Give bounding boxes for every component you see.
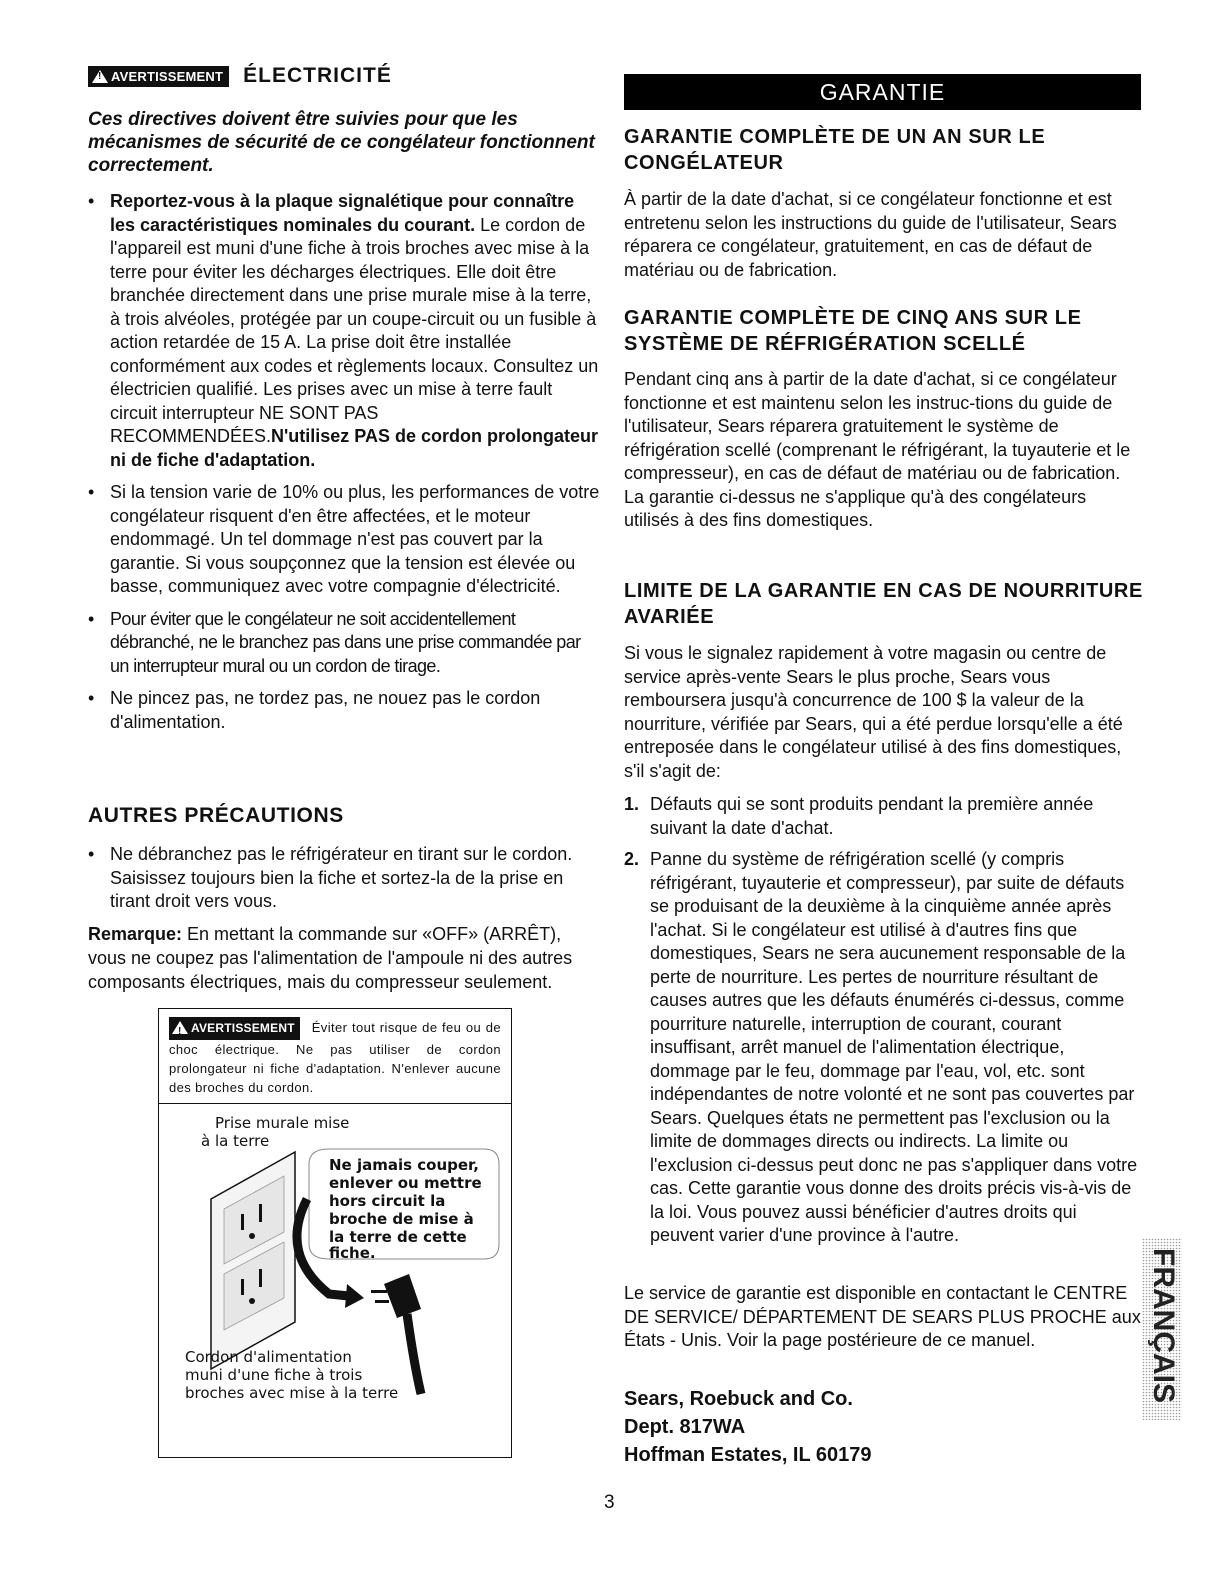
warning-badge-label: AVERTISSEMENT: [111, 68, 224, 84]
warning-box: [158, 1008, 512, 1458]
garantie-heading-1: GARANTIE COMPLÈTE DE UN AN SUR LE CONGÉLATEUR: [624, 126, 1046, 174]
electricite-bullet-list: [88, 190, 603, 743]
list-text: Panne du système de réfrigération scellé (y compris réfrigérant, tuyauterie et compresseur), par suite de défauts se produisant de la deuxième à la cinquième année après l'achat. Si le congélateur est utilisé à d'autres fins que domestiques, Sears ne sera aucunement responsable de la perte de nourriture. Les pertes de nourriture résultant de causes autres que les défauts énumérés ci-dessus, comme pourriture naturelle, interruption de courant, courant insuffisant, arrêt manuel de l'alimentation électrique, dommage par le feu, dommage par l'eau, vol, etc. sont indépendantes de notre volonté et ne sont pas couvertes par Sears. Quelques états ne permettent pas l'exclusion ou la limite de dommages directs ou indirects. La limite ou l'exclusion ci-dessus peut donc ne pas s'appliquer dans votre cas. Cette garantie vous donne des droits précis vis-à-vis de la loi. Vous pouvez aussi bénéficier d'autres droits qui peuvent varier d'une province à l'autre.: [650, 849, 1138, 1245]
cord-label: Cordon d'alimentation muni d'une fiche à trois broches avec mise à la terre: [185, 1348, 399, 1402]
list-number: 1.: [624, 794, 640, 814]
bullet-bold-text: Reportez-vous à la plaque signalétique pour connaître les caractéristiques nominales du courant.: [110, 191, 575, 235]
list-item: [88, 687, 603, 734]
warning-badge: [88, 66, 229, 87]
warning-body: ou de choc électrique. Ne pas utiliser de cordon prolongateur ni fiche d'adaptation. N'enlever aucune des broches du cordon.: [169, 1019, 501, 1095]
garantie-heading-2: GARANTIE COMPLÈTE DE CINQ ANS SUR LE SYSTÈME DE RÉFRIGÉRATION SCELLÉ: [624, 307, 1082, 355]
warning-triangle-icon: [92, 70, 108, 83]
list-item: [88, 843, 603, 914]
warning-lead: Éviter tout risque de feu: [311, 1019, 462, 1035]
bullet-dot: •: [88, 482, 95, 502]
electricite-intro: Ces directives doivent être suivies pour que les mécanismes de sécurité de ce congélateur fonctionnent correctement.: [88, 109, 595, 176]
address-line: Dept. 817WA: [624, 1416, 746, 1438]
side-tab-label: FRANÇAIS: [1147, 1248, 1181, 1403]
bullet-text: Ne pincez pas, ne tordez pas, ne nouez pas le cordon d'alimentation.: [110, 688, 541, 732]
garantie-paragraph-2: Pendant cinq ans à partir de la date d'achat, si ce congélateur fonctionne et est maintenu selon les instruc-tions du guide de l'utilisateur, Sears réparera gratuitement le système de réfrigération scellé (comprenant le réfrigérant, la tuyauterie et le compresseur), en cas de défaut de matériau ou de fabrication. La garantie ci-dessus ne s'applique qu'à des congélateurs utilisés à des fins domestiques.: [624, 369, 1131, 530]
list-item: [88, 608, 603, 679]
address-line: Hoffman Estates, IL 60179: [624, 1444, 872, 1466]
bullet-dot: •: [88, 191, 95, 211]
warning-badge-label: AVERTISSEMENT: [191, 1021, 295, 1035]
garantie-numbered-list: [624, 793, 1144, 1256]
bullet-text: Le cordon de l'appareil est muni d'une fiche à trois broches avec mise à la terre pour éviter les décharges électriques. Elle doit être branchée directement dans une prise murale mise à la terre, à trois alvéoles, protégée par un coupe-circuit ou un fusible à action retardée de 15 A. La prise doit être installée conformément aux codes et règlements locaux. Consultez un électricien qualifié. Les prises avec un mise à terre fault circuit interrupteur NE SONT PAS RECOMMENDÉES.: [110, 214, 599, 446]
outlet-label-line2: à la terre: [201, 1132, 270, 1150]
bullet-dot: •: [88, 688, 95, 708]
list-item: [88, 481, 603, 599]
warning-triangle-icon: [172, 1021, 188, 1034]
language-side-tab: [1142, 1238, 1182, 1420]
list-number: 2.: [624, 849, 640, 869]
callout-text: Ne jamais couper, enlever ou mettre hors circuit la broche de mise à la terre de cette fiche.: [329, 1156, 482, 1262]
outlet-illustration: [159, 1104, 511, 1420]
remark-text: En mettant la commande sur «OFF» (ARRÊT), vous ne coupez pas l'alimentation de l'ampoule ni des autres composants électriques, mais du compresseur seulement.: [88, 924, 573, 992]
bullet-text: Si la tension varie de 10% ou plus, les performances de votre congélateur risquent d'en être affectées, et le moteur endommagé. Un tel dommage n'est pas couvert par la garantie. Si vous soupçonnez que la tension est élevée ou basse, communiquez avec votre compagnie d'électricité.: [110, 482, 600, 596]
service-paragraph: Le service de garantie est disponible en contactant le CENTRE DE SERVICE/ DÉPARTEMENT DE SEARS PLUS PROCHE aux États - Unis. Voir la page postérieure de ce manuel.: [624, 1283, 1141, 1350]
outlet-label-line1: Prise murale mise: [215, 1114, 350, 1132]
sears-address: [624, 1385, 872, 1469]
garantie-paragraph-3: Si vous le signalez rapidement à votre magasin ou centre de service après-vente Sears le plus proche, Sears vous remboursera jusqu'à concurrence de 100 $ la valeur de la nourriture, vérifiée par Sears, qui a été perdue lorsqu'elle a été entreposée dans le congélateur utilisé à des fins domestiques, s'il s'agit de:: [624, 643, 1123, 781]
remark-label: Remarque:: [88, 924, 183, 944]
wall-outlet-icon: [211, 1152, 295, 1369]
garantie-heading-3: LIMITE DE LA GARANTIE EN CAS DE NOURRITURE AVARIÉE: [624, 580, 1143, 628]
warning-box-text: [159, 1009, 511, 1104]
plug-icon: [371, 1274, 421, 1394]
bullet-text: Pour éviter que le congélateur ne soit accidentellement débranché, ne le branchez pas dans une prise commandée par un interrupteur mural ou un cordon de tirage.: [110, 608, 581, 676]
garantie-paragraph-1: À partir de la date d'achat, si ce congélateur fonctionne et est entretenu selon les instructions du guide de l'utilisateur, Sears réparera ce congélateur, gratuitement, en cas de défaut de matériau ou de fabrication.: [624, 189, 1117, 280]
bullet-dot: •: [88, 844, 95, 864]
warning-badge: [169, 1017, 300, 1040]
list-item: [624, 793, 1144, 840]
bullet-dot: •: [88, 608, 94, 629]
page-number: 3: [604, 1492, 615, 1513]
list-item: [88, 190, 603, 472]
list-item: [624, 848, 1144, 1248]
bullet-bold-end: N'utilisez PAS de cordon prolongateur ni de fiche d'adaptation.: [110, 426, 598, 470]
remark-paragraph: [88, 922, 603, 994]
electricite-heading: ÉLECTRICITÉ: [243, 64, 392, 87]
garantie-banner: GARANTIE: [624, 74, 1141, 110]
list-text: Défauts qui se sont produits pendant la première année suivant la date d'achat.: [650, 794, 1094, 838]
address-line: Sears, Roebuck and Co.: [624, 1388, 853, 1410]
autres-bullet-list: [88, 843, 603, 914]
autres-precautions-heading: AUTRES PRÉCAUTIONS: [88, 804, 344, 827]
section-title-electricite: [88, 64, 598, 88]
bullet-text: Ne débranchez pas le réfrigérateur en tirant sur le cordon. Saisissez toujours bien la fiche et sortez-la de la prise en tirant droit vers vous.: [110, 844, 573, 911]
